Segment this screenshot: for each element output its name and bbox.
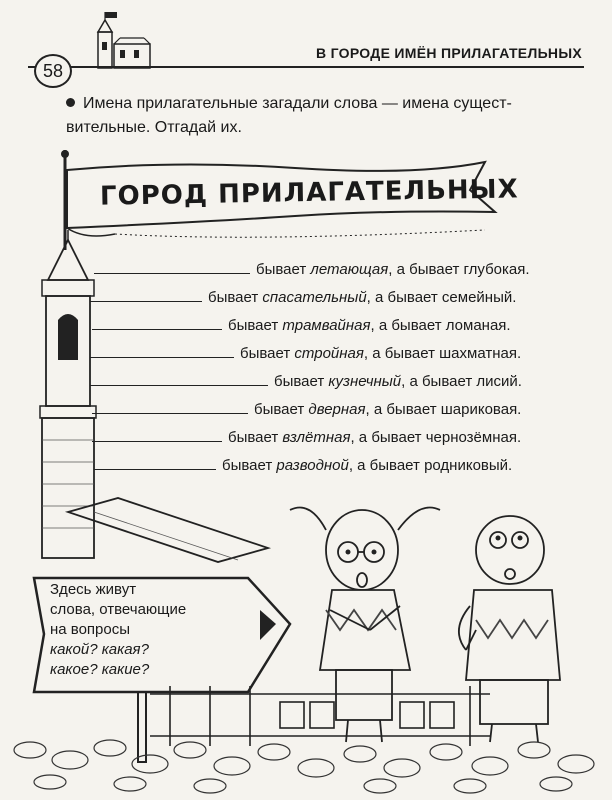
exercise-item: бывает взлётная, а бывает чернозёмная. <box>92 426 521 448</box>
instructions-line-1: Имена прилагательные загадали слова — имена сущест- <box>83 95 512 112</box>
task-instructions <box>66 92 581 140</box>
answer-blank[interactable] <box>90 370 268 386</box>
chapter-title: В ГОРОДЕ ИМЁН ПРИЛАГАТЕЛЬНЫХ <box>308 45 582 61</box>
banner-title: ГОРОД ПРИЛАГАТЕЛЬНЫХ <box>99 174 519 212</box>
exercise-item: бывает разводной, а бывает родниковый. <box>94 454 512 476</box>
answer-blank[interactable] <box>90 286 202 302</box>
answer-blank[interactable] <box>94 258 250 274</box>
header-rule <box>28 66 584 68</box>
sign-text: Здесь живут слова, отвечающие на вопросы какой? какая? какое? какие? <box>50 581 187 678</box>
page-number: 58 <box>34 54 72 88</box>
answer-blank[interactable] <box>94 454 216 470</box>
exercise-item: бывает летающая, а бывает глубокая. <box>94 258 530 280</box>
exercise-item: бывает спасательный, а бывает семейный. <box>90 286 516 308</box>
cobblestone-ground <box>0 720 612 800</box>
exercise-item: бывает кузнечный, а бывает лисий. <box>90 370 522 392</box>
exercise-item: бывает дверная, а бывает шариковая. <box>92 398 521 420</box>
instructions-line-2: вительные. Отгадай их. <box>66 119 242 136</box>
answer-blank[interactable] <box>90 342 234 358</box>
answer-blank[interactable] <box>92 314 222 330</box>
answer-blank[interactable] <box>92 426 222 442</box>
bullet-icon <box>66 98 75 107</box>
exercise-item: бывает стройная, а бывает шахматная. <box>90 342 521 364</box>
exercise-item: бывает трамвайная, а бывает ломаная. <box>92 314 511 336</box>
answer-blank[interactable] <box>92 398 248 414</box>
